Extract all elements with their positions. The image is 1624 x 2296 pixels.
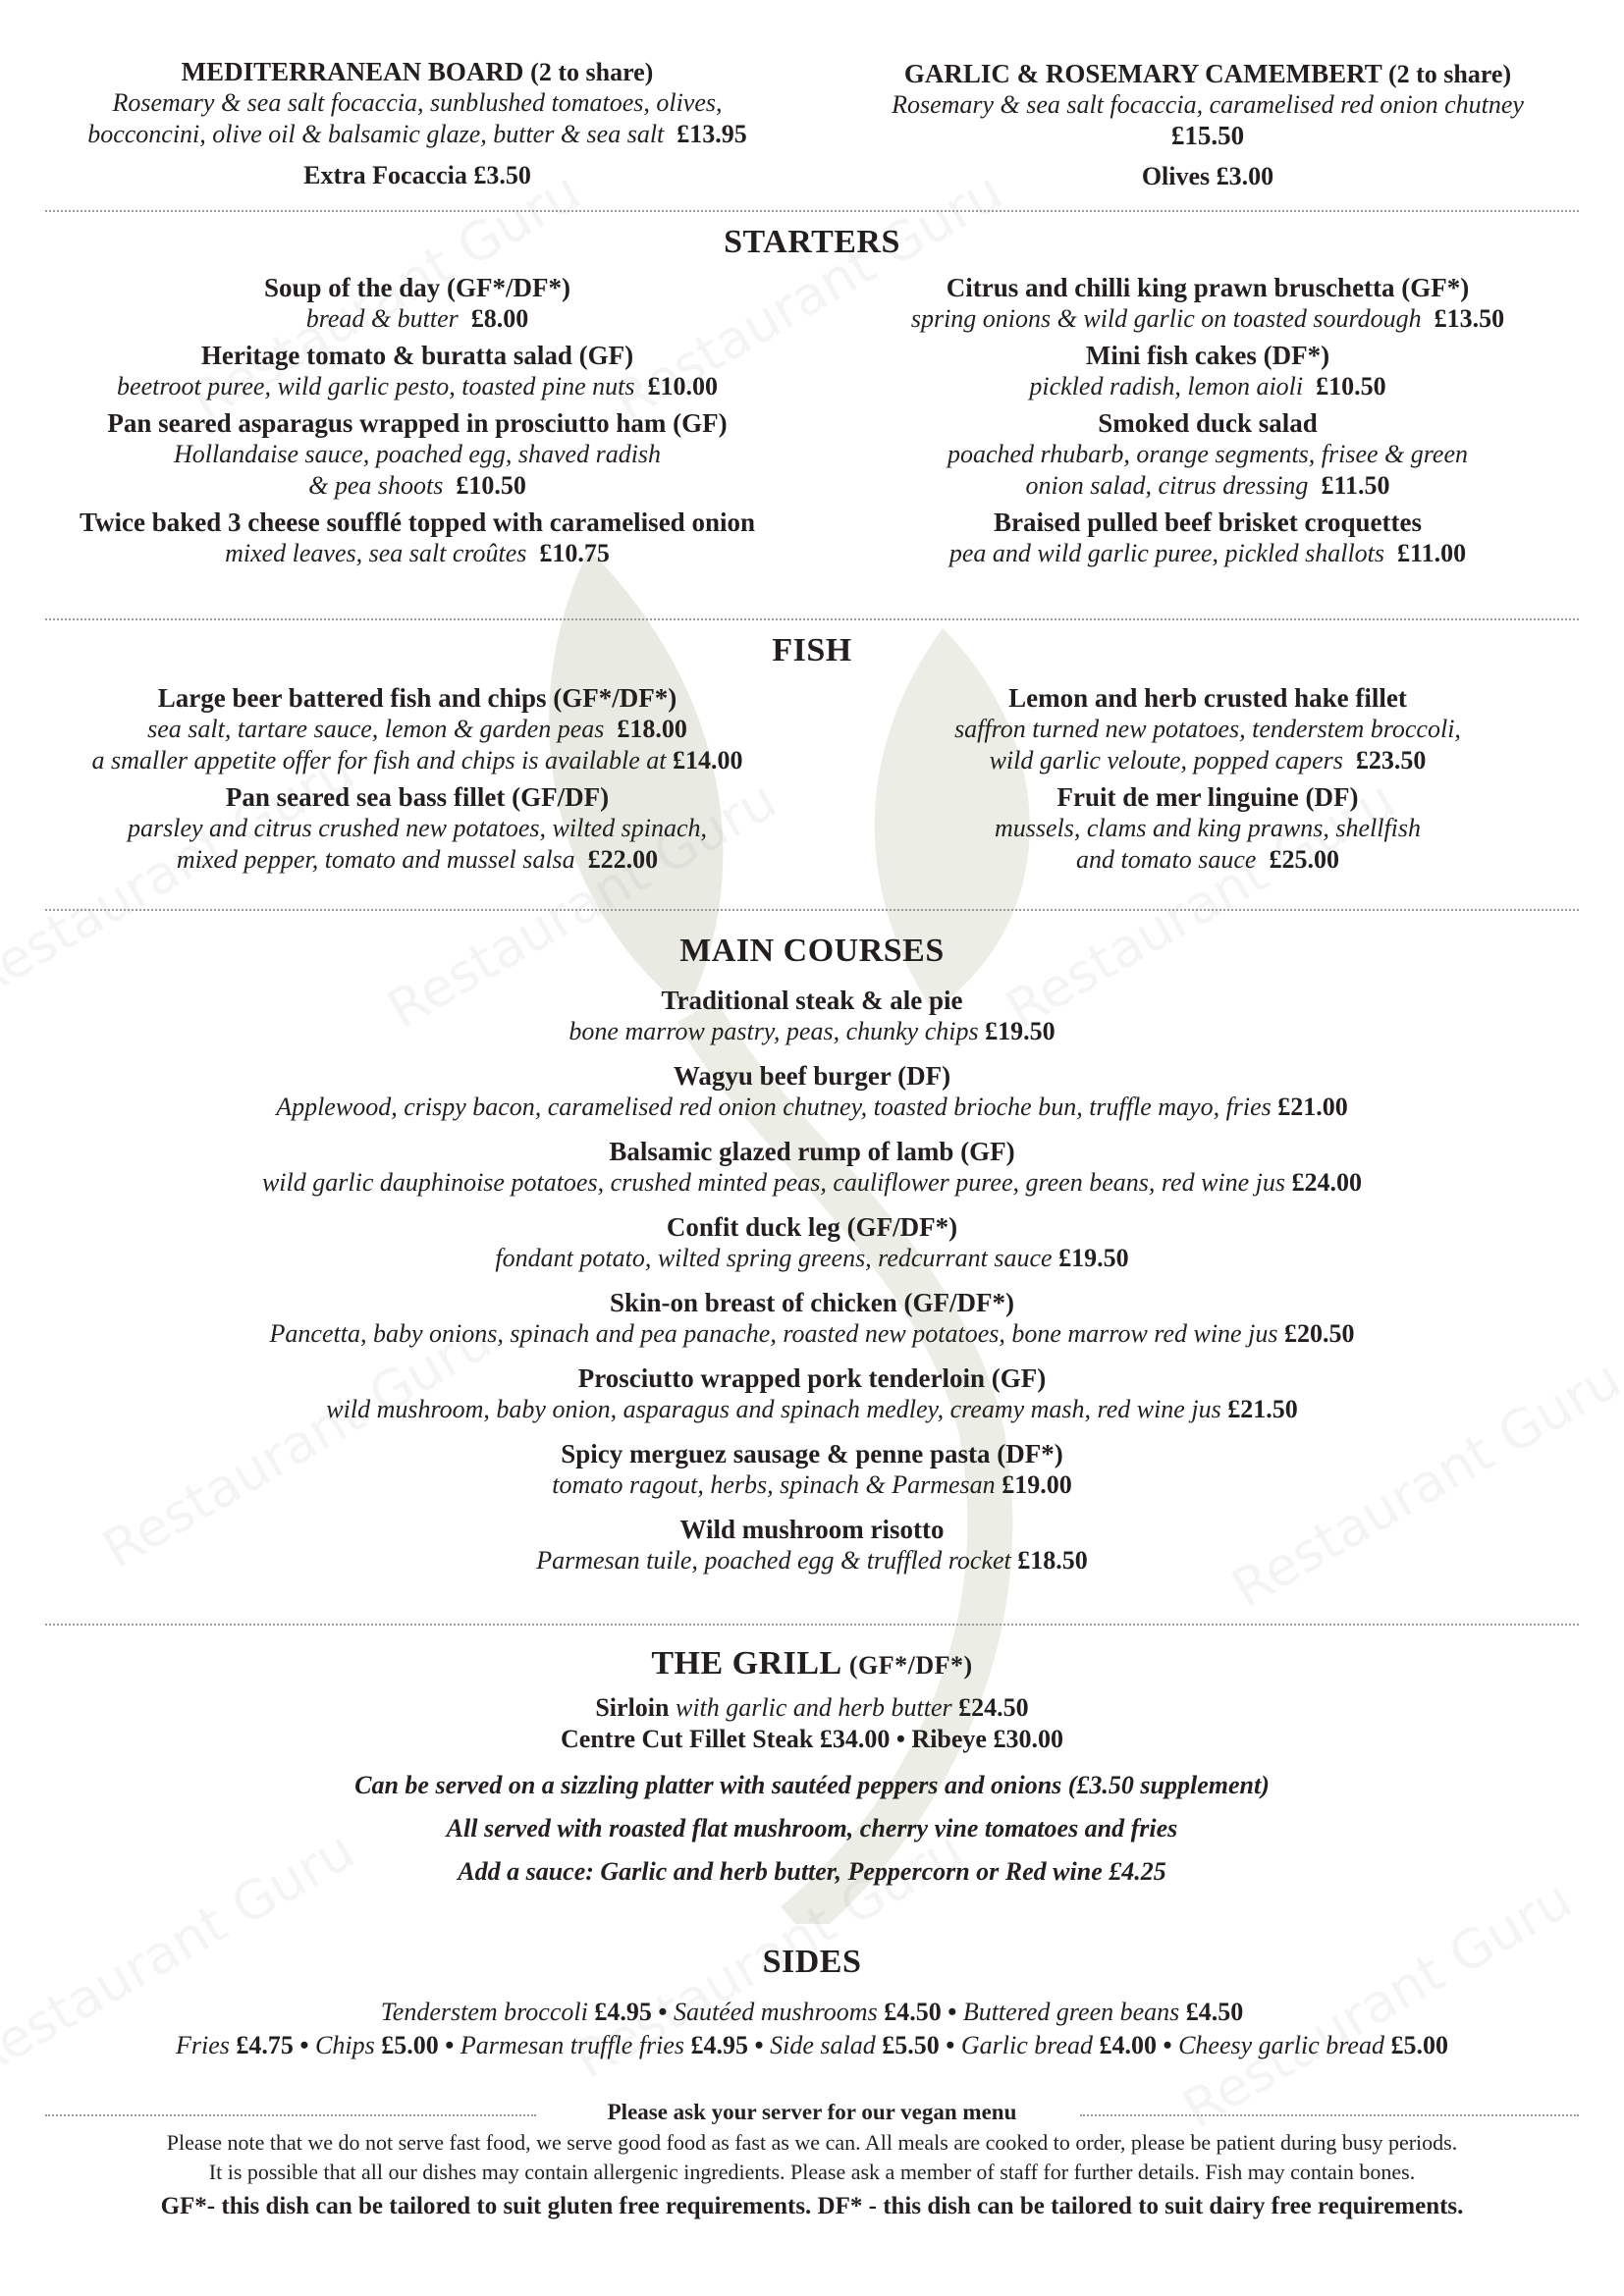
sirloin-name: Sirloin [595,1693,670,1722]
item-description: tomato ragout, herbs, spinach & Parmesan [552,1470,996,1499]
item-description: spring onions & wild garlic on toasted sourdough [910,304,1422,333]
side-price: £4.95 [690,2031,749,2059]
main-courses-list [29,986,1595,1590]
item-description-line [29,714,805,745]
item-price: £24.00 [1291,1168,1363,1197]
item-name: Smoked duck salad [1098,408,1318,438]
item-price: £18.50 [1017,1546,1088,1575]
item-description: beetroot puree, wild garlic pesto, toasted pine nuts [117,372,635,400]
menu-item [29,1061,1595,1123]
item-description: parsley and citrus crushed new potatoes, wilted spinach, [127,814,707,842]
item-name: Citrus and chilli king prawn bruschetta (GF*) [946,273,1470,302]
fish-left-column [29,683,805,881]
item-price: £8.00 [470,304,529,333]
item-description-line [825,813,1591,844]
item-description: Applewood, crispy bacon, caramelised red onion chutney, toasted brioche bun, truffle mayo, fries [276,1093,1272,1121]
item-note: (2 to share) [1387,60,1512,88]
item-price: £11.50 [1321,471,1390,500]
item-description: wild garlic dauphinoise potatoes, crushed minted peas, cauliflower puree, green beans, red wine jus [261,1168,1286,1197]
item-price: £19.50 [1058,1244,1129,1272]
item-name: Fruit de mer linguine (DF) [1056,782,1359,812]
notice-gf-df: GF*- this dish can be tailored to suit gluten free requirements. DF* - this dish can be tailored to suit dairy free requirements. [160,2193,1464,2219]
section-divider [45,1624,1579,1626]
menu-item [825,408,1591,502]
item-price: £10.50 [1316,372,1386,400]
item-price: £10.00 [647,372,718,400]
menu-item [29,683,805,776]
camembert-board [825,59,1591,191]
item-description-line [825,371,1591,402]
item-description-line [825,745,1591,776]
menu-item [825,341,1591,402]
item-price: £23.50 [1355,746,1427,774]
item-description: saffron turned new potatoes, tenderstem broccoli, [954,715,1461,743]
item-description-line [29,1016,1595,1047]
menu-item [29,273,805,335]
side-separator: • [748,2031,771,2059]
grill-heading: THE GRILL [651,1645,840,1682]
side-separator: • [438,2031,460,2059]
item-name: Traditional steak & ale pie [661,986,963,1015]
grill-steaks: Centre Cut Fillet Steak £34.00 • Ribeye £30.00 [561,1725,1063,1753]
item-description-line [29,844,805,876]
item-price: £15.50 [1170,121,1245,150]
item-description: bone marrow pastry, peas, chunky chips [568,1017,979,1045]
item-description: pea and wild garlic puree, pickled shallots [948,539,1385,567]
side-price: £4.50 [884,1998,942,2026]
menu-item [29,1439,1595,1501]
item-name: Soup of the day (GF*/DF*) [263,273,571,302]
side-name: Fries [176,2031,230,2059]
menu-item [29,1288,1595,1350]
sirloin-description: with garlic and herb butter [675,1693,952,1722]
item-name: Wild mushroom risotto [679,1515,945,1544]
item-price: £13.95 [677,120,747,148]
item-note: (2 to share) [530,58,654,86]
item-name: Twice baked 3 cheese soufflé topped with caramelised onion [80,507,755,537]
section-divider [45,210,1579,212]
side-price: £5.50 [882,2031,940,2059]
side-separator: • [651,1998,674,2026]
side-separator: • [939,2031,961,2059]
grill-line-sauce: Add a sauce: Garlic and herb butter, Peppercorn or Red wine £4.25 [458,1857,1166,1886]
item-description: bread & butter [305,304,459,333]
item-description: mixed pepper, tomato and mussel salsa [176,845,575,874]
item-description: Parmesan tuile, poached egg & truffled rocket [536,1546,1011,1575]
item-description: bocconcini, olive oil & balsamic glaze, butter & sea salt [87,120,665,148]
sides-heading: SIDES [762,1944,862,1980]
grill-section [0,1645,1624,1894]
item-description-line [29,1545,1595,1576]
item-description: Pancetta, baby onions, spinach and pea panache, roasted new potatoes, bone marrow red wine jus [269,1319,1278,1348]
item-price: £18.00 [617,715,687,743]
main-courses-heading: MAIN COURSES [679,933,945,969]
item-name: Wagyu beef burger (DF) [673,1061,951,1091]
grill-line-served-with: All served with roasted flat mushroom, cherry vine tomatoes and fries [446,1814,1178,1842]
sides-row-2 [0,2030,1624,2061]
section-divider [45,909,1579,911]
item-description: wild mushroom, baby onion, asparagus and spinach medley, creamy mash, red wine jus [326,1395,1221,1423]
grill-note: (GF*/DF*) [848,1651,973,1680]
menu-item [29,782,805,876]
item-name: Lemon and herb crusted hake fillet [1008,683,1407,713]
item-price: £22.00 [587,845,659,874]
menu-item [825,507,1591,569]
menu-item [29,341,805,402]
item-description-line [29,371,805,402]
item-description-line [825,714,1591,745]
item-description-line [825,844,1591,876]
side-separator: • [941,1998,963,2026]
item-price: £20.50 [1283,1319,1355,1348]
item-description-line [29,1318,1595,1350]
menu-item [29,1515,1595,1576]
sides-row-1 [0,1997,1624,2028]
menu-item [29,1212,1595,1274]
notice-allergens: It is possible that all our dishes may contain allergenic ingredients. Please ask a member of staff for further details. Fish may contain bones. [208,2160,1416,2184]
item-description: pickled radish, lemon aioli [1029,372,1304,400]
menu-item [29,507,805,569]
item-description: & pea shoots [308,471,444,500]
side-price: £4.50 [1185,1998,1244,2026]
item-price: £21.00 [1277,1093,1348,1121]
item-extra-price: £14.00 [672,746,743,774]
menu-item [29,986,1595,1047]
menu-item [825,782,1591,876]
item-price: £21.50 [1227,1395,1298,1423]
item-description-line [29,538,805,569]
item-description-line [29,439,805,470]
menu-item [825,683,1591,776]
item-price: £10.50 [456,471,526,500]
side-separator: • [293,2031,316,2059]
item-description: and tomato sauce [1076,845,1257,874]
extra-olives: Olives £3.00 [1141,162,1274,190]
grill-line-sizzling: Can be served on a sizzling platter with sautéed peppers and onions (£3.50 supplement) [354,1771,1270,1799]
vegan-menu-note: Please ask your server for our vegan menu [607,2100,1017,2124]
item-price: £11.00 [1397,539,1467,567]
sirloin-price: £24.50 [958,1693,1029,1722]
starters-left-column [29,273,805,575]
fish-heading: FISH [772,632,852,668]
fish-right-column [825,683,1591,881]
item-description: mussels, clams and king prawns, shellfish [994,814,1422,842]
item-description-line [825,538,1591,569]
item-name: Mini fish cakes (DF*) [1085,341,1330,370]
item-price: £19.00 [1001,1470,1072,1499]
side-name: Side salad [770,2031,876,2059]
item-description: mixed leaves, sea salt croûtes [225,539,527,567]
item-name: Spicy merguez sausage & penne pasta (DF*) [561,1439,1063,1468]
item-name: Braised pulled beef brisket croquettes [994,507,1422,537]
item-name: Skin-on breast of chicken (GF/DF*) [609,1288,1014,1317]
side-name: Sautéed mushrooms [673,1998,878,2026]
side-price: £5.00 [381,2031,439,2059]
side-name: Cheesy garlic bread [1178,2031,1384,2059]
item-description: fondant potato, wilted spring greens, redcurrant sauce [495,1244,1053,1272]
side-name: Tenderstem broccoli [380,1998,588,2026]
notice-fast-food: Please note that we do not serve fast food, we serve good food as fast as we can. All meals are cooked to order, please be patient during busy periods. [166,2130,1458,2155]
item-description: Rosemary & sea salt focaccia, caramelised red onion chutney [892,90,1524,119]
item-description: poached rhubarb, orange segments, frisee & green [947,440,1469,468]
extra-focaccia: Extra Focaccia £3.50 [303,161,531,189]
menu-item [825,273,1591,335]
item-description: onion salad, citrus dressing [1025,471,1309,500]
side-price: £5.00 [1390,2031,1448,2059]
item-description-line [29,813,805,844]
item-name: Confit duck leg (GF/DF*) [666,1212,958,1242]
menu-item [29,1137,1595,1199]
item-description-line [29,1243,1595,1274]
item-description: Rosemary & sea salt focaccia, sunblushed tomatoes, olives, [112,88,723,117]
item-price: £10.75 [539,539,610,567]
item-description: wild garlic veloute, popped capers [989,746,1343,774]
item-name: Balsamic glazed rump of lamb (GF) [609,1137,1015,1166]
item-description-line [29,1167,1595,1199]
item-name: Pan seared asparagus wrapped in prosciutto ham (GF) [107,408,728,438]
side-name: Garlic bread [960,2031,1093,2059]
side-price: £4.00 [1099,2031,1157,2059]
item-description-line [825,303,1591,335]
item-description-line [29,1469,1595,1501]
item-description: sea salt, tartare sauce, lemon & garden peas [147,715,605,743]
section-divider [45,618,1579,620]
side-price: £4.75 [236,2031,294,2059]
item-name: Pan seared sea bass fillet (GF/DF) [225,782,610,812]
item-name: Prosciutto wrapped pork tenderloin (GF) [577,1363,1047,1393]
item-description-line [29,303,805,335]
item-description-line [29,1092,1595,1123]
item-extra: a smaller appetite offer for fish and chips is available at [91,746,667,774]
item-name: Heritage tomato & buratta salad (GF) [200,341,634,370]
item-price: £19.50 [985,1017,1056,1045]
starters-heading: STARTERS [724,224,900,260]
menu-item [29,1363,1595,1425]
item-description: Hollandaise sauce, poached egg, shaved radish [173,440,662,468]
side-separator: • [1156,2031,1179,2059]
starters-right-column [825,273,1591,575]
item-name: MEDITERRANEAN BOARD [181,57,524,86]
item-description-line [29,1394,1595,1425]
item-price: £13.50 [1434,304,1505,333]
item-price: £25.00 [1269,845,1339,874]
item-description-line [825,439,1591,470]
item-name: Large beer battered fish and chips (GF*/DF*) [157,683,677,713]
item-name: GARLIC & ROSEMARY CAMEMBERT [903,59,1382,88]
menu-item [29,408,805,502]
item-description-line [825,470,1591,502]
side-name: Parmesan truffle fries [460,2031,685,2059]
item-extra-line [29,745,805,776]
side-price: £4.95 [594,1998,652,2026]
item-description-line [29,470,805,502]
side-name: Chips [315,2031,375,2059]
mediterranean-board [29,57,805,190]
side-name: Buttered green beans [962,1998,1180,2026]
